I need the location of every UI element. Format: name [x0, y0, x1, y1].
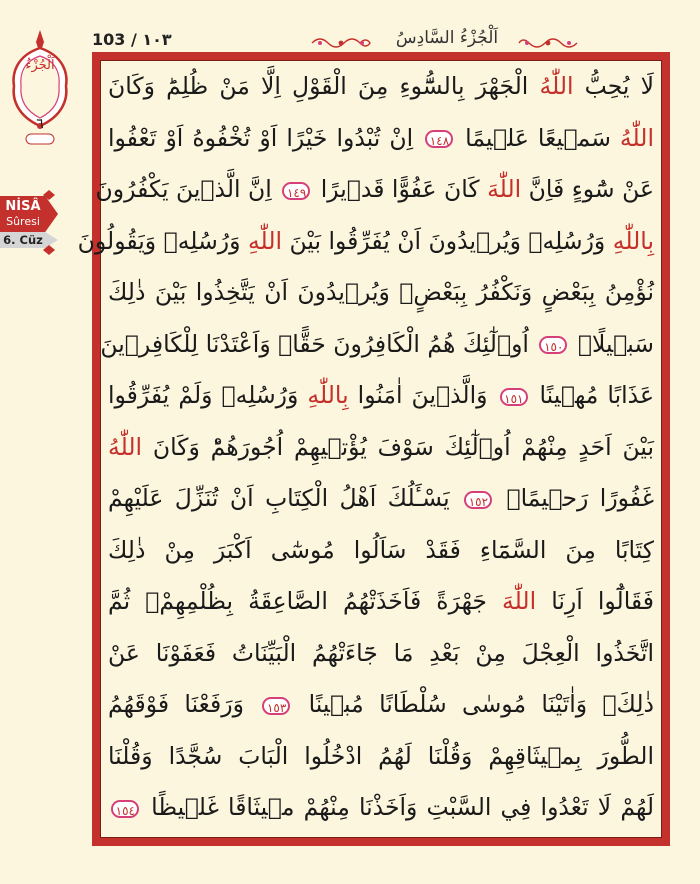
verse-text: وَالَّذ۪ينَ اٰمَنُوا	[348, 381, 497, 409]
ayah-number-marker: ١٥٢	[464, 491, 492, 509]
divine-name-text: اللّٰهُ	[619, 123, 654, 152]
ayah-number-marker: ١٥٣	[262, 697, 290, 715]
verse-line	[108, 373, 654, 417]
divine-name-text: بِاللّٰهِ	[307, 381, 349, 409]
ayah-number-marker: ١٥١	[500, 388, 528, 406]
verse-line	[77, 219, 654, 263]
ayah-number-marker: ١٥٠	[539, 336, 567, 354]
verse-line	[108, 631, 654, 675]
verse-text: لَا يُحِبُّ	[573, 72, 654, 100]
verse-line	[108, 734, 654, 778]
divine-name-text: اللّٰهُ	[539, 72, 574, 100]
verse-line	[108, 785, 654, 829]
divine-name-text: اللّٰهَ	[487, 175, 522, 203]
ayah-number-marker: ١٤٨	[425, 130, 453, 148]
verse-text: بَيْنَ اَحَدٍ مِنْهُمْ اُو۬لٰٓئِكَ سَوْفَ يُؤْت۪يهِمْ اُجُورَهُمْؕ وَكَانَ	[142, 432, 654, 461]
juz-title: اَلْجُزْءُ السَّادِسُ	[395, 28, 499, 48]
divine-name-text: اللّٰهَ	[502, 587, 537, 615]
juz-medallion-number: ٦	[36, 116, 44, 132]
divine-name-text: اللّٰهِ	[247, 226, 283, 255]
verse-line	[108, 476, 654, 520]
verse-text: الطُّورَ بِم۪يثَاقِهِمْ وَقُلْنَا لَهُمُ ادْخُلُوا الْبَابَ سُجَّدًا وَقُلْنَا	[108, 741, 654, 770]
verse-line	[108, 682, 654, 726]
ayah-number-marker: ١٥٤	[111, 800, 139, 818]
surah-name: NİSÂ	[5, 199, 41, 214]
verse-text: اُو۬لٰٓئِكَ هُمُ الْكَافِرُونَ حَقًّاۚ وَاَعْتَدْنَا لِلْكَافِر۪ينَ	[100, 329, 537, 358]
verse-line	[95, 167, 654, 211]
verse-text: جَهْرَةً فَاَخَذَتْهُمُ الصَّاعِقَةُ بِظُلْمِهِمْۚ ثُمَّ	[108, 587, 503, 615]
verse-text: وَرَفَعْنَا فَوْقَهُمُ	[108, 690, 260, 718]
divine-name-text: بِاللّٰهِ	[612, 226, 654, 255]
verse-text: عَنْ سُٓوءٍ فَاِنَّ	[521, 175, 654, 203]
divine-name-text: اللّٰهُ	[108, 432, 143, 461]
verse-text: وَرُسُلِه۪ وَلَمْ يُفَرِّقُوا	[108, 381, 308, 409]
cuz-label: 6. Cüz	[3, 233, 43, 247]
verse-text: اِنْ تُبْدُوا خَيْرًا اَوْ تُخْفُوهُ اَوْ تَعْفُوا	[108, 123, 423, 152]
header-ornament-left	[310, 35, 372, 51]
verse-text: وَرُسُلِه۪ وَيُر۪يدُونَ اَنْ يُفَرِّقُوا بَيْنَ	[282, 226, 613, 255]
juz-medallion-label: اَلْجُزْءُ	[25, 58, 55, 73]
verse-line	[108, 425, 654, 469]
verse-text: عَذَابًا مُه۪ينًا	[530, 381, 654, 409]
verse-text: نُؤْمِنُ بِبَعْضٍ وَنَكْفُرُ بِبَعْضٍۙ وَيُر۪يدُونَ اَنْ يَتَّخِذُوا بَيْنَ ذٰلِكَ	[108, 278, 654, 306]
verse-line	[100, 322, 654, 366]
verse-text: الْجَهْرَ بِالسُّٓوءِ مِنَ الْقَوْلِ اِلَّا مَنْ ظُلِمَؕ وَكَانَ	[108, 72, 540, 100]
verse-text: اِنَّ الَّذ۪ينَ يَكْفُرُونَ	[95, 175, 280, 203]
verse-text: سَم۪يعًا عَل۪يمًا	[456, 123, 620, 152]
verse-text: ذٰلِكَۚ وَاٰتَيْنَا مُوسٰى سُلْطَانًا مُب۪ينًا	[293, 690, 654, 718]
verse-text: غَفُورًا رَح۪يمًا۟	[495, 484, 654, 512]
verse-text: فَقَالُٓوا اَرِنَا	[536, 587, 654, 615]
header-ornament-right	[517, 35, 579, 51]
page-number: 103 / ١٠٣	[92, 30, 172, 49]
verse-line	[108, 528, 654, 572]
verse-text: وَرُسُلِه۪ وَيَقُولُونَ	[77, 226, 248, 255]
surah-word: Sûresi	[6, 215, 40, 228]
verse-line	[108, 64, 654, 108]
verse-text: كَانَ عَفُوًّا قَد۪يرًا	[313, 175, 488, 203]
verse-text: اتَّخَذُوا الْعِجْلَ مِنْ بَعْدِ مَا جَٓاءَتْهُمُ الْبَيِّنَاتُ فَعَفَوْنَا عَنْ	[108, 638, 654, 667]
ayah-number-marker: ١٤٩	[282, 182, 310, 200]
verse-text: كِتَابًا مِنَ السَّمَٓاءِ فَقَدْ سَاَلُوا مُوسٰٓى اَكْبَرَ مِنْ ذٰلِكَ	[108, 535, 654, 564]
verse-line	[108, 116, 654, 160]
verse-text: يَسْـَٔلُكَ اَهْلُ الْكِتَابِ اَنْ تُنَزِّلَ عَلَيْهِمْ	[108, 484, 462, 512]
verse-line	[108, 270, 654, 314]
verse-text: سَب۪يلًاۙ	[570, 329, 654, 358]
verse-line	[108, 579, 654, 623]
verse-text: لَهُمْ لَا تَعْدُوا فِي السَّبْتِ وَاَخَذْنَا مِنْهُمْ م۪يثَاقًا غَل۪يظًا	[142, 793, 654, 821]
